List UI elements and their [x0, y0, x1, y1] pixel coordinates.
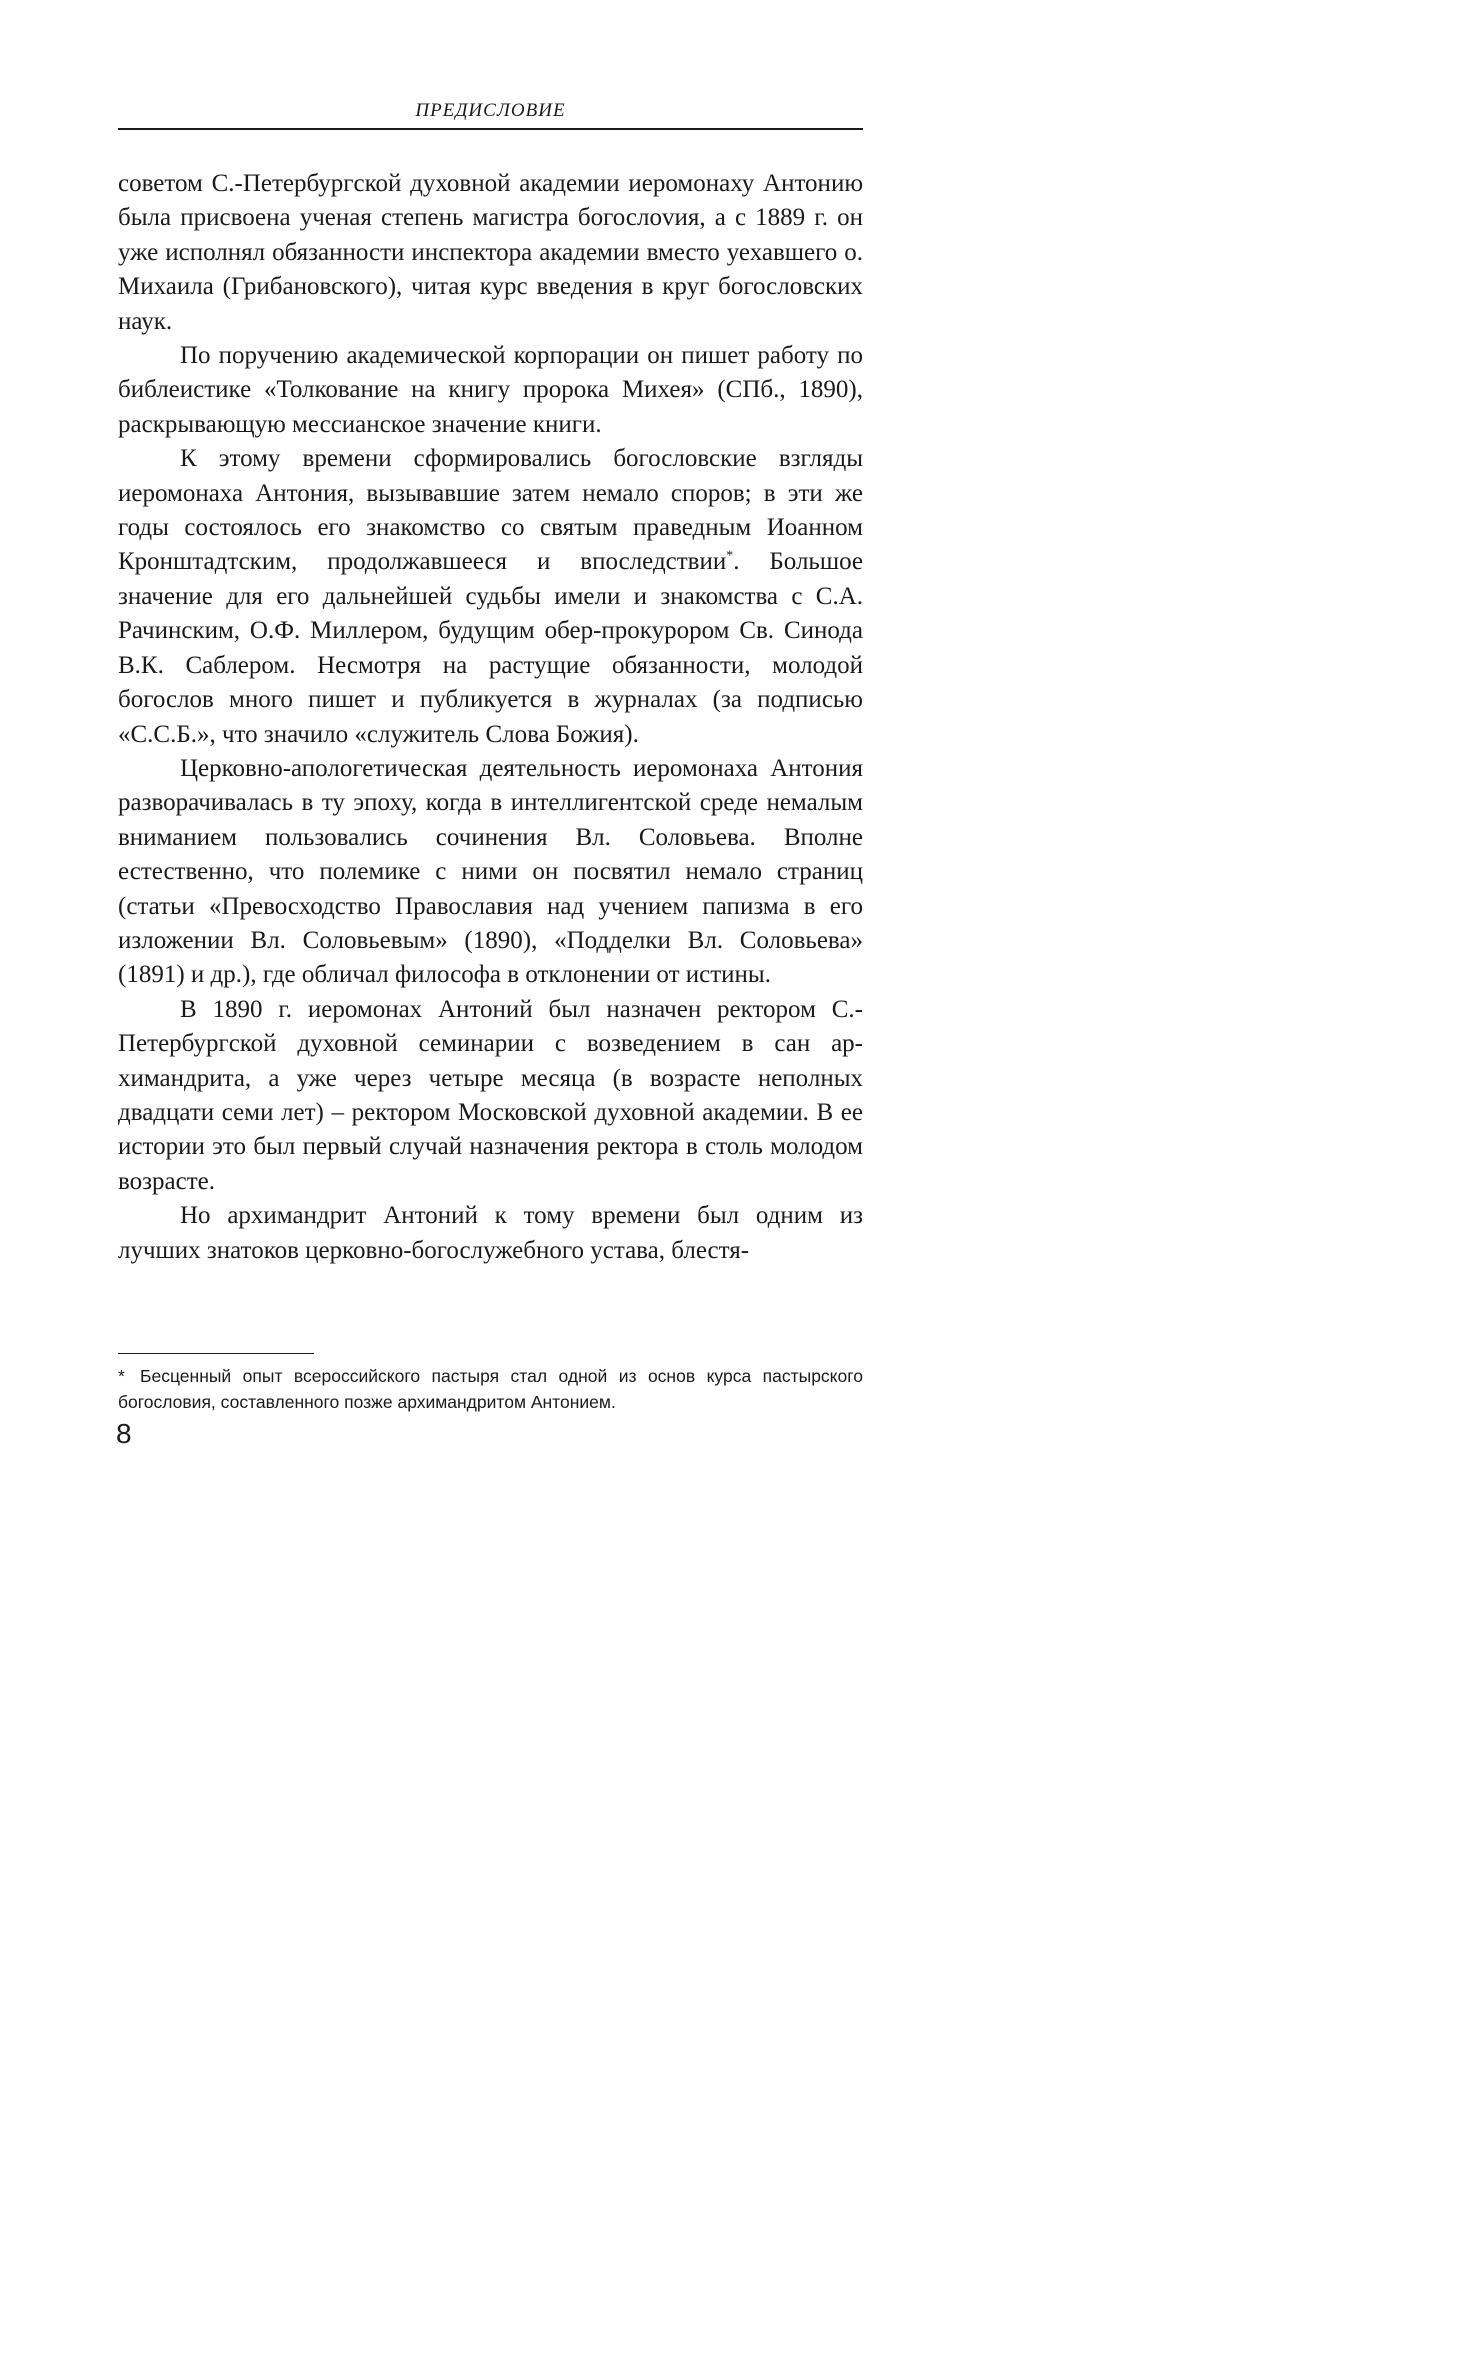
paragraph-5: В 1890 г. иеромонах Антоний был назначен ректором С.-Петербургской духовной семинарии с возведением в сан архимандрита, а уже через четыре месяца (в возрасте неполных двадцати семи лет) – ректором Московской духовной академии. В ее истории это был первый случай назначения ректора в столь молодом возрасте. [118, 995, 863, 1195]
footnote-rule [118, 1353, 314, 1354]
paragraph-3 [118, 442, 863, 752]
running-title: ПРЕДИСЛОВИЕ [415, 100, 566, 121]
footnote [118, 1363, 863, 1415]
paragraph-1: советом С.-Петербургской духовной академии иеромонаху Антонию была присвоена ученая степень магистра богослоvия, а с 1889 г. он уже исполнял обязанности инспектора академии вместо уехавшего о. Михаила (Грибановского), читая курс введения в круг богословских наук. [118, 170, 863, 335]
page-number: 8 [116, 1418, 132, 1449]
paragraph-3-part-1: К этому времени сформировались богословские взгляды иеромонаха Антония, вызывавшие затем немало споров; в эти же годы состоялось его знакомство со святым праведным Иоанном Кронштадтским, продолжавшееся и впоследствии [118, 445, 863, 576]
paragraph-2: По поручению академической корпорации он пишет работу по библеистике «Толкование на книгу пророка Михея» (СПб., 1890), раскрывающую мессианское значение книги. [118, 342, 863, 438]
paragraph-3-part-2: . Большое значение для его дальнейшей судьбы имели и знакомства с С.А. Рачинским, О.Ф. Миллером, будущим обер-прокурором Св. Синода В.К. Саблером. Несмотря на растущие обязанности, молодой богослов много пишет и публикуется в журналах (за подписью «С.С.Б.», что значило «служитель Слова Божия). [118, 548, 863, 748]
footnote-reference[interactable]: * [726, 549, 734, 565]
paragraph-6: Но архимандрит Антоний к тому времени был одним из лучших знатоков церковно-богослужебного устава, блестя- [118, 1202, 863, 1264]
main-text [118, 167, 863, 1268]
footnote-text: Бесценный опыт всероссийского пастыря стал одной из основ курса пастырского богословия, составленного позже архимандритом Антонием. [118, 1366, 863, 1412]
header-rule [118, 128, 863, 130]
footnote-marker: * [118, 1366, 125, 1386]
paragraph-4: Церковно-апологетическая деятельность иеромонаха Антония разворачивалась в ту эпоху, когда в интеллигентской среде немалым вниманием пользовались сочинения Вл. Соловьева. Вполне естественно, что полемике с ними он посвятил немало страниц (статьи «Превосходство Православия над учением папизма в его изложении Вл. Соловьевым» (1890), «Подделки Вл. Соловьева» (1891) и др.), где обличал философа в отклонении от истины. [118, 754, 863, 989]
